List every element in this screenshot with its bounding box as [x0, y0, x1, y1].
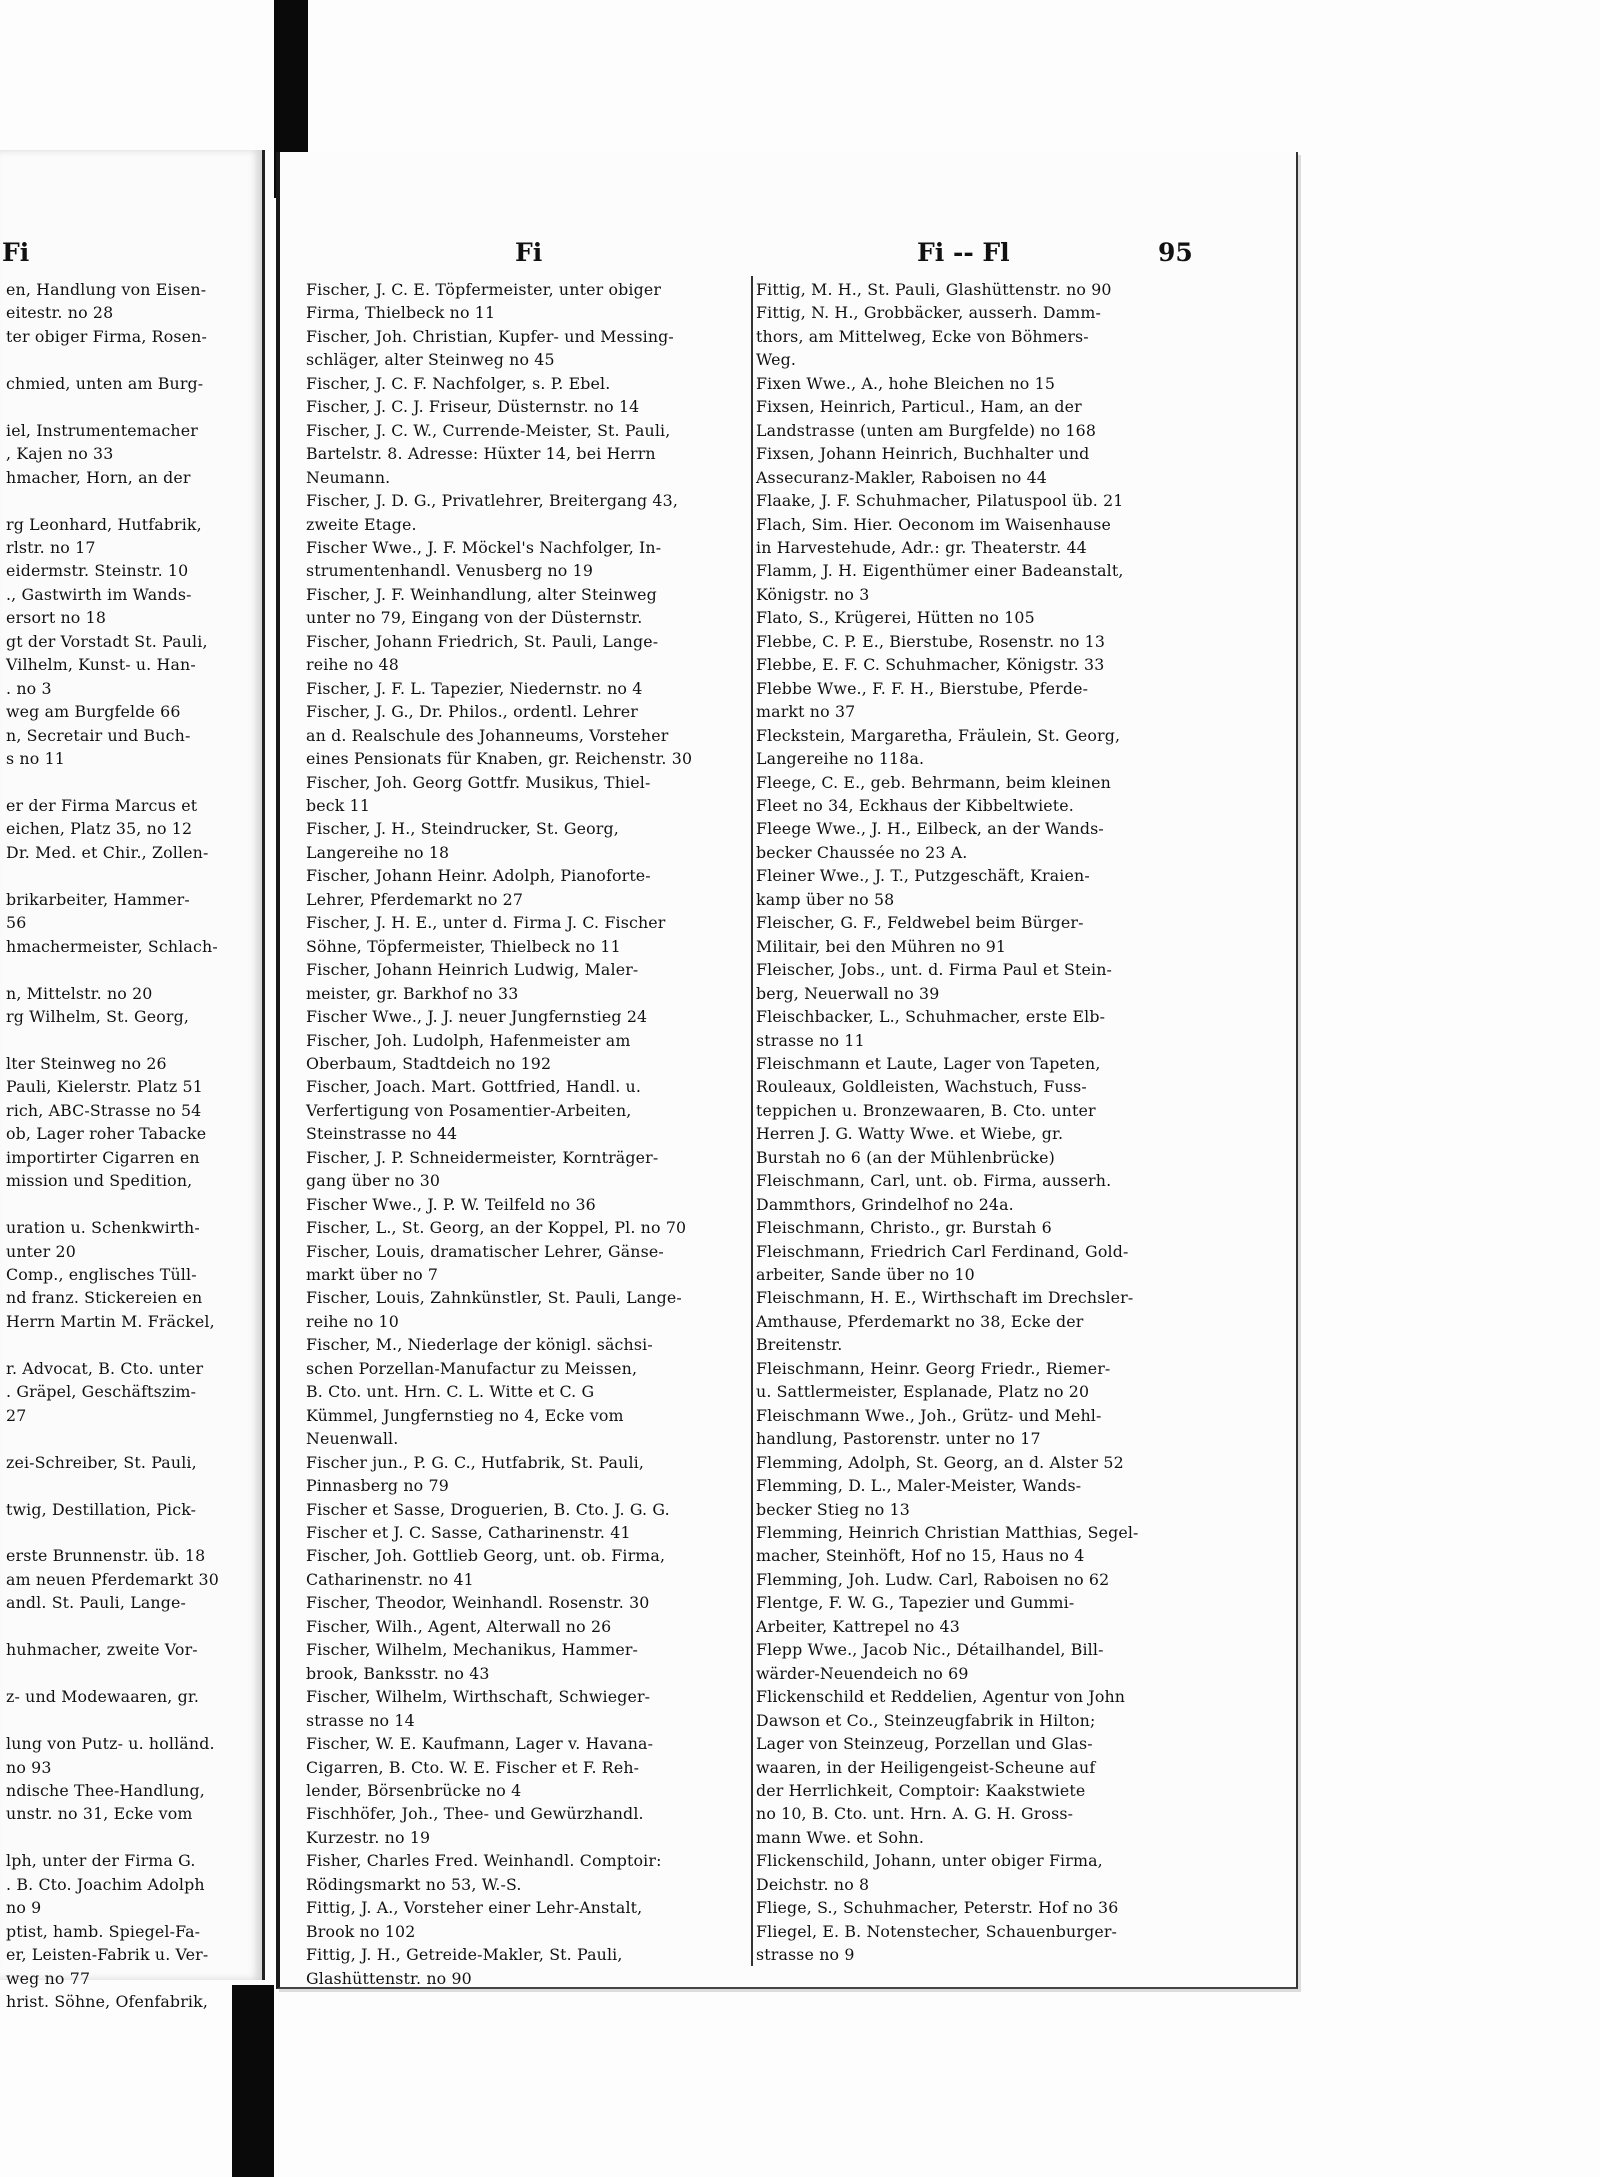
- left-page-line: [6, 1427, 258, 1450]
- left-page-line: lph, unter der Firma G.: [6, 1851, 196, 1871]
- directory-entry-line: Steinstrasse no 44: [306, 1124, 458, 1144]
- directory-entry-line: Fittig, M. H., St. Pauli, Glashüttenstr. no 90: [756, 280, 1112, 299]
- directory-entry-line: Fleckstein, Margaretha, Fräulein, St. Georg,: [756, 725, 1121, 745]
- directory-entry-line: Arbeiter, Kattrepel no 43: [756, 1616, 960, 1636]
- left-page-line: [6, 1615, 258, 1638]
- directory-entry-line: Fischer, J. C. J. Friseur, Düsternstr. no 14: [306, 397, 640, 417]
- directory-entry-line: Militair, bei den Mühren no 91: [756, 936, 1007, 956]
- directory-entry-line: Verfertigung von Posamentier-Arbeiten,: [306, 1100, 632, 1120]
- left-page-line: [6, 864, 258, 887]
- left-page-line: gt der Vorstadt St. Pauli,: [6, 631, 208, 651]
- directory-entry-line: handlung, Pastorenstr. unter no 17: [756, 1429, 1041, 1449]
- left-page-line: twig, Destillation, Pick-: [6, 1499, 197, 1519]
- directory-entry-line: Fischer, Johann Friedrich, St. Pauli, Lange-: [306, 631, 659, 651]
- left-page-line: ersort no 18: [6, 608, 107, 628]
- directory-entry-line: Fittig, N. H., Grobbäcker, ausserh. Damm-: [756, 303, 1102, 323]
- left-page-line: mission und Spedition,: [6, 1171, 193, 1191]
- directory-entry-line: Fischer, J. C. E. Töpfermeister, unter obiger: [306, 280, 662, 299]
- directory-entry-line: Fleet no 34, Eckhaus der Kibbeltwiete.: [756, 795, 1074, 815]
- directory-entry-line: Fischer, Louis, Zahnkünstler, St. Pauli, Lange-: [306, 1288, 682, 1308]
- directory-entry-line: schen Porzellan-Manufactur zu Meissen,: [306, 1358, 638, 1378]
- directory-entry-line: unter no 79, Eingang von der Düsternstr.: [306, 608, 643, 628]
- directory-entry-line: Fischer, L., St. Georg, an der Koppel, Pl. no 70: [306, 1218, 687, 1238]
- left-page-line: n, Secretair und Buch-: [6, 725, 191, 745]
- directory-entry-line: Herren J. G. Watty Wwe. et Wiebe, gr.: [756, 1124, 1064, 1144]
- directory-entry-line: arbeiter, Sande über no 10: [756, 1265, 975, 1285]
- directory-entry-line: Fischer, Joach. Mart. Gottfried, Handl. u.: [306, 1077, 642, 1097]
- directory-entry-line: der Herrlichkeit, Comptoir: Kaakstwiete: [756, 1781, 1086, 1800]
- left-page-line: n, Mittelstr. no 20: [6, 983, 153, 1003]
- left-page-line: ndische Thee-Handlung,: [6, 1781, 205, 1800]
- left-page-line: [6, 1521, 258, 1544]
- left-page-line: brikarbeiter, Hammer-: [6, 889, 190, 909]
- left-page-line: [6, 1826, 258, 1849]
- directory-entry-line: Lehrer, Pferdemarkt no 27: [306, 889, 524, 909]
- left-page-running-head: Fi: [2, 238, 30, 267]
- directory-entry-line: Fixsen, Heinrich, Particul., Ham, an der: [756, 397, 1082, 417]
- directory-entry-line: Flato, S., Krügerei, Hütten no 105: [756, 608, 1035, 628]
- directory-entry-line: Oberbaum, Stadtdeich no 192: [306, 1053, 552, 1073]
- left-page-line: rlstr. no 17: [6, 537, 96, 557]
- directory-entry-line: Flemming, D. L., Maler-Meister, Wands-: [756, 1476, 1082, 1496]
- directory-entry-line: Fischer, Joh. Ludolph, Hafenmeister am: [306, 1030, 631, 1050]
- left-page-line: ter obiger Firma, Rosen-: [6, 326, 207, 346]
- directory-entry-line: Lager von Steinzeug, Porzellan und Glas-: [756, 1734, 1093, 1754]
- directory-entry-line: Flentge, F. W. G., Tapezier und Gummi-: [756, 1593, 1075, 1613]
- directory-entry-line: Bartelstr. 8. Adresse: Hüxter 14, bei Herrn: [306, 444, 656, 464]
- left-page-line: ob, Lager roher Tabacke: [6, 1124, 207, 1144]
- left-page-line: iel, Instrumentemacher: [6, 420, 198, 440]
- left-page-line: [6, 1193, 258, 1216]
- directory-entry-line: Fleege, C. E., geb. Behrmann, beim kleinen: [756, 772, 1111, 792]
- directory-entry-line: no 10, B. Cto. unt. Hrn. A. G. H. Gross-: [756, 1804, 1074, 1824]
- directory-entry-line: Fleischer, G. F., Feldwebel beim Bürger-: [756, 913, 1084, 933]
- directory-entry-line: Fischer, Joh. Christian, Kupfer- und Messing-: [306, 326, 674, 346]
- left-page-line: Comp., englisches Tüll-: [6, 1265, 197, 1285]
- directory-entry-line: Amthause, Pferdemarkt no 38, Ecke der: [756, 1311, 1084, 1331]
- directory-entry-line: Neumann.: [306, 467, 391, 487]
- directory-entry-line: Catharinenstr. no 41: [306, 1569, 474, 1589]
- binding-ribbon-bottom: [232, 1985, 274, 2177]
- directory-entry-line: an d. Realschule des Johanneums, Vorsteher: [306, 725, 669, 745]
- directory-entry-line: Fleischmann, Friedrich Carl Ferdinand, Gold-: [756, 1241, 1129, 1261]
- directory-entry-line: Fleischmann, H. E., Wirthschaft im Drechsler-: [756, 1288, 1134, 1308]
- directory-entry-line: Fischhöfer, Joh., Thee- und Gewürzhandl.: [306, 1804, 644, 1824]
- directory-entry-line: markt über no 7: [306, 1265, 439, 1285]
- directory-entry-line: Fischer, J. G., Dr. Philos., ordentl. Lehrer: [306, 702, 638, 722]
- directory-entry-line: strasse no 14: [306, 1710, 415, 1730]
- directory-entry-line: strasse no 9: [756, 1945, 855, 1965]
- directory-entry-line: meister, gr. Barkhof no 33: [306, 983, 519, 1003]
- left-page-line: nd franz. Stickereien en: [6, 1288, 203, 1308]
- directory-entry-line: gang über no 30: [306, 1171, 441, 1191]
- left-page-line: 56: [6, 913, 27, 933]
- directory-entry-line: Fischer et J. C. Sasse, Catharinenstr. 41: [306, 1523, 631, 1543]
- left-page-line: Vilhelm, Kunst- u. Han-: [6, 655, 196, 675]
- directory-entry-line: Rouleaux, Goldleisten, Wachstuch, Fuss-: [756, 1077, 1087, 1097]
- directory-entry-line: reihe no 48: [306, 655, 399, 675]
- directory-entry-line: Kurzestr. no 19: [306, 1827, 431, 1847]
- directory-entry-line: Fittig, J. A., Vorsteher einer Lehr-Anstalt,: [306, 1898, 643, 1918]
- directory-entry-line: Fischer, J. F. Weinhandlung, alter Steinweg: [306, 584, 657, 604]
- directory-entry-line: Fleege Wwe., J. H., Eilbeck, an der Wands-: [756, 819, 1104, 839]
- directory-entry-line: Fischer, J. C. F. Nachfolger, s. P. Ebel.: [306, 373, 611, 393]
- directory-entry-line: Fleischer, Jobs., unt. d. Firma Paul et Stein-: [756, 960, 1113, 980]
- page-number: 95: [1158, 238, 1193, 267]
- directory-entry-line: Fischer Wwe., J. J. neuer Jungfernstieg 24: [306, 1007, 648, 1027]
- directory-entry-line: waaren, in der Heiligengeist-Scheune auf: [756, 1757, 1096, 1777]
- left-page-line: no 93: [6, 1757, 52, 1777]
- left-page-line: no 9: [6, 1898, 42, 1918]
- directory-entry-line: teppichen u. Bronzewaaren, B. Cto. unter: [756, 1100, 1096, 1120]
- directory-entry-line: Firma, Thielbeck no 11: [306, 303, 496, 323]
- directory-entry-line: Fischer, J. D. G., Privatlehrer, Breitergang 43,: [306, 491, 678, 511]
- left-page-line: . B. Cto. Joachim Adolph: [6, 1874, 205, 1894]
- left-page-line: chmied, unten am Burg-: [6, 373, 204, 393]
- directory-entry-line: Fischer, J. H. E., unter d. Firma J. C. Fischer: [306, 913, 666, 933]
- directory-entry-line: Fleischmann Wwe., Joh., Grütz- und Mehl-: [756, 1405, 1102, 1425]
- directory-entry-line: Fischer, Louis, dramatischer Lehrer, Gänse-: [306, 1241, 664, 1261]
- directory-entry-line: Flebbe, E. F. C. Schuhmacher, Königstr. 33: [756, 655, 1105, 675]
- directory-entry-line: Brook no 102: [306, 1921, 416, 1941]
- left-page-line: er der Firma Marcus et: [6, 795, 198, 815]
- left-page-line: [6, 1333, 258, 1356]
- directory-entry-line: Fischer, Wilhelm, Wirthschaft, Schwieger-: [306, 1687, 651, 1707]
- directory-entry-line: Landstrasse (unten am Burgfelde) no 168: [756, 420, 1097, 440]
- left-page-line: hmacher, Horn, an der: [6, 467, 191, 487]
- running-head-right: Fi -- Fl: [917, 238, 1010, 267]
- directory-entry-line: Fischer Wwe., J. P. W. Teilfeld no 36: [306, 1194, 596, 1214]
- directory-entry-line: Fischer jun., P. G. C., Hutfabrik, St. Pauli,: [306, 1452, 645, 1472]
- directory-entry-line: reihe no 10: [306, 1311, 399, 1331]
- directory-entry-line: wärder-Neuendeich no 69: [756, 1663, 969, 1683]
- directory-entry-line: Deichstr. no 8: [756, 1874, 870, 1894]
- directory-entry-line: strumentenhandl. Venusberg no 19: [306, 561, 594, 581]
- left-page-line: , Kajen no 33: [6, 444, 114, 464]
- left-page-line: Dr. Med. et Chir., Zollen-: [6, 842, 209, 862]
- directory-column-middle: [306, 278, 756, 1990]
- directory-entry-line: Königstr. no 3: [756, 584, 870, 604]
- directory-entry-line: Weg.: [756, 350, 797, 370]
- directory-entry-line: mann Wwe. et Sohn.: [756, 1827, 925, 1847]
- directory-entry-line: Fischer, Joh. Georg Gottfr. Musikus, Thiel-: [306, 772, 651, 792]
- left-page-line: andl. St. Pauli, Lange-: [6, 1593, 186, 1613]
- directory-entry-line: Fischer, M., Niederlage der königl. sächsi-: [306, 1335, 653, 1355]
- left-page-line: am neuen Pferdemarkt 30: [6, 1569, 219, 1589]
- directory-column-right: [756, 278, 1214, 1967]
- left-page-line: 27: [6, 1405, 27, 1425]
- directory-entry-line: macher, Steinhöft, Hof no 15, Haus no 4: [756, 1546, 1085, 1566]
- directory-entry-line: strasse no 11: [756, 1030, 865, 1050]
- left-page-line: [6, 1709, 258, 1732]
- directory-entry-line: Fleischbacker, L., Schuhmacher, erste Elb-: [756, 1007, 1106, 1027]
- directory-entry-line: Fischer, J. C. W., Currende-Meister, St. Pauli,: [306, 420, 671, 440]
- directory-entry-line: Flepp Wwe., Jacob Nic., Détailhandel, Bill-: [756, 1640, 1104, 1660]
- left-page-line: weg no 77: [6, 1968, 91, 1988]
- directory-entry-line: Fischer, Johann Heinr. Adolph, Pianoforte-: [306, 866, 651, 886]
- directory-entry-line: Flemming, Adolph, St. Georg, an d. Alster 52: [756, 1452, 1124, 1472]
- directory-entry-line: Burstah no 6 (an der Mühlenbrücke): [756, 1147, 1055, 1167]
- left-page-line: . Gräpel, Geschäftszim-: [6, 1382, 197, 1402]
- left-page-line: er, Leisten-Fabrik u. Ver-: [6, 1945, 209, 1965]
- left-page-line: hrist. Söhne, Ofenfabrik,: [6, 1992, 208, 2012]
- directory-entry-line: Fleischmann, Heinr. Georg Friedr., Riemer-: [756, 1358, 1111, 1378]
- directory-entry-line: Neuenwall.: [306, 1429, 399, 1449]
- directory-entry-line: berg, Neuerwall no 39: [756, 983, 940, 1003]
- directory-entry-line: Fischer, Wilhelm, Mechanikus, Hammer-: [306, 1640, 639, 1660]
- directory-entry-line: Flemming, Joh. Ludw. Carl, Raboisen no 62: [756, 1569, 1110, 1589]
- directory-entry-line: Flaake, J. F. Schuhmacher, Pilatuspool üb. 21: [756, 491, 1124, 511]
- directory-entry-line: lender, Börsenbrücke no 4: [306, 1781, 522, 1800]
- left-page-line: r. Advocat, B. Cto. unter: [6, 1358, 204, 1378]
- directory-entry-line: Flach, Sim. Hier. Oeconom im Waisenhause: [756, 514, 1112, 534]
- left-page-line: weg am Burgfelde 66: [6, 702, 181, 722]
- directory-entry-line: becker Stieg no 13: [756, 1499, 911, 1519]
- directory-entry-line: Fischer, Joh. Gottlieb Georg, unt. ob. Firma,: [306, 1546, 666, 1566]
- left-page-line: ., Gastwirth im Wands-: [6, 584, 192, 604]
- left-page-line: ptist, hamb. Spiegel-Fa-: [6, 1921, 201, 1941]
- left-page-line: z- und Modewaaren, gr.: [6, 1687, 200, 1707]
- directory-entry-line: Fischer, J. P. Schneidermeister, Kornträger-: [306, 1147, 659, 1167]
- directory-entry-line: Söhne, Töpfermeister, Thielbeck no 11: [306, 936, 621, 956]
- directory-entry-line: Fischer, J. F. L. Tapezier, Niedernstr. no 4: [306, 678, 643, 698]
- left-page-line: [6, 1029, 258, 1052]
- left-page-line: eichen, Platz 35, no 12: [6, 819, 193, 839]
- left-page-line: unstr. no 31, Ecke vom: [6, 1804, 193, 1824]
- directory-entry-line: B. Cto. unt. Hrn. C. L. Witte et C. G: [306, 1382, 595, 1402]
- directory-entry-line: Flickenschild, Johann, unter obiger Firma,: [756, 1851, 1103, 1871]
- left-page-line: hmachermeister, Schlach-: [6, 936, 218, 956]
- left-page-line: [6, 771, 258, 794]
- left-page-line: Pauli, Kielerstr. Platz 51: [6, 1077, 203, 1097]
- directory-entry-line: u. Sattlermeister, Esplanade, Platz no 20: [756, 1382, 1090, 1402]
- left-page-line: [6, 1662, 258, 1685]
- directory-entry-line: Fischer, Johann Heinrich Ludwig, Maler-: [306, 960, 639, 980]
- left-page-line: lung von Putz- u. holländ.: [6, 1734, 215, 1754]
- directory-entry-line: Fleischmann, Christo., gr. Burstah 6: [756, 1218, 1052, 1238]
- left-page-line: . no 3: [6, 678, 52, 698]
- directory-entry-line: Flickenschild et Reddelien, Agentur von John: [756, 1687, 1126, 1707]
- directory-entry-line: Langereihe no 118a.: [756, 749, 925, 769]
- directory-entry-line: Fliege, S., Schuhmacher, Peterstr. Hof no 36: [756, 1898, 1119, 1918]
- left-page-line: rich, ABC-Strasse no 54: [6, 1100, 202, 1120]
- left-page-line: uration u. Schenkwirth-: [6, 1218, 200, 1238]
- left-page-line: [6, 1474, 258, 1497]
- directory-entry-line: Fliegel, E. B. Notenstecher, Schauenburger-: [756, 1921, 1118, 1941]
- directory-entry-line: Fleiner Wwe., J. T., Putzgeschäft, Kraien-: [756, 866, 1090, 886]
- directory-entry-line: Dawson et Co., Steinzeugfabrik in Hilton;: [756, 1710, 1096, 1730]
- left-page-line: huhmacher, zweite Vor-: [6, 1640, 198, 1660]
- directory-entry-line: Fixsen, Johann Heinrich, Buchhalter und: [756, 444, 1090, 464]
- directory-entry-line: markt no 37: [756, 702, 856, 722]
- left-page-line: [6, 958, 258, 981]
- directory-entry-line: Cigarren, B. Cto. W. E. Fischer et F. Reh-: [306, 1757, 640, 1777]
- directory-entry-line: Fischer, J. H., Steindrucker, St. Georg,: [306, 819, 619, 839]
- left-page-line: erste Brunnenstr. üb. 18: [6, 1546, 206, 1566]
- directory-entry-line: Flemming, Heinrich Christian Matthias, Segel-: [756, 1523, 1139, 1543]
- left-page-line: importirter Cigarren en: [6, 1147, 200, 1167]
- directory-entry-line: Langereihe no 18: [306, 842, 450, 862]
- left-page-line: lter Steinweg no 26: [6, 1053, 167, 1073]
- directory-entry-line: Fleischmann et Laute, Lager von Tapeten,: [756, 1053, 1101, 1073]
- left-page-line: eitestr. no 28: [6, 303, 114, 323]
- directory-entry-line: kamp über no 58: [756, 889, 895, 909]
- directory-entry-line: Fischer, Theodor, Weinhandl. Rosenstr. 30: [306, 1593, 650, 1613]
- left-page-line: eidermstr. Steinstr. 10: [6, 561, 189, 581]
- directory-entry-line: Fischer, Wilh., Agent, Alterwall no 26: [306, 1616, 612, 1636]
- directory-entry-line: Glashüttenstr. no 90: [306, 1968, 472, 1988]
- left-page: [0, 150, 265, 2012]
- left-page-line: [6, 489, 258, 512]
- left-page-line: s no 11: [6, 749, 65, 769]
- left-page-line: unter 20: [6, 1241, 76, 1261]
- left-page-line: en, Handlung von Eisen-: [6, 280, 207, 299]
- column-divider: [751, 276, 753, 1966]
- directory-entry-line: Dammthors, Grindelhof no 24a.: [756, 1194, 1014, 1214]
- directory-entry-line: zweite Etage.: [306, 514, 417, 534]
- directory-entry-line: Flamm, J. H. Eigenthümer einer Badeanstalt,: [756, 561, 1124, 581]
- left-page-line: Herrn Martin M. Fräckel,: [6, 1311, 215, 1331]
- directory-entry-line: Rödingsmarkt no 53, W.-S.: [306, 1874, 522, 1894]
- directory-entry-line: Assecuranz-Makler, Raboisen no 44: [756, 467, 1047, 487]
- directory-entry-line: thors, am Mittelweg, Ecke von Böhmers-: [756, 326, 1089, 346]
- directory-entry-line: Fischer et Sasse, Droguerien, B. Cto. J. G. G.: [306, 1499, 670, 1519]
- directory-entry-line: brook, Banksstr. no 43: [306, 1663, 490, 1683]
- directory-entry-line: schläger, alter Steinweg no 45: [306, 350, 555, 370]
- directory-entry-line: Fittig, J. H., Getreide-Makler, St. Pauli,: [306, 1945, 623, 1965]
- left-page-column: [6, 278, 258, 2014]
- directory-entry-line: Fischer, W. E. Kaufmann, Lager v. Havana-: [306, 1734, 654, 1754]
- left-page-line: rg Leonhard, Hutfabrik,: [6, 514, 202, 534]
- directory-entry-line: becker Chaussée no 23 A.: [756, 842, 968, 862]
- directory-entry-line: Flebbe, C. P. E., Bierstube, Rosenstr. no 13: [756, 631, 1106, 651]
- directory-entry-line: Flebbe Wwe., F. F. H., Bierstube, Pferde-: [756, 678, 1089, 698]
- directory-entry-line: Fisher, Charles Fred. Weinhandl. Comptoir:: [306, 1851, 662, 1871]
- left-page-line: zei-Schreiber, St. Pauli,: [6, 1452, 197, 1472]
- left-page-line: [6, 395, 258, 418]
- left-page-line: [6, 348, 258, 371]
- directory-entry-line: Breitenstr.: [756, 1335, 843, 1355]
- directory-entry-line: Pinnasberg no 79: [306, 1476, 449, 1496]
- left-page-line: rg Wilhelm, St. Georg,: [6, 1007, 190, 1027]
- directory-entry-line: beck 11: [306, 795, 371, 815]
- directory-entry-line: Fischer Wwe., J. F. Möckel's Nachfolger, In-: [306, 537, 662, 557]
- directory-entry-line: Fixen Wwe., A., hohe Bleichen no 15: [756, 373, 1056, 393]
- directory-entry-line: Kümmel, Jungfernstieg no 4, Ecke vom: [306, 1405, 624, 1425]
- directory-entry-line: in Harvestehude, Adr.: gr. Theaterstr. 44: [756, 537, 1087, 557]
- directory-entry-line: Fleischmann, Carl, unt. ob. Firma, ausserh.: [756, 1171, 1112, 1191]
- directory-entry-line: eines Pensionats für Knaben, gr. Reichenstr. 30: [306, 749, 693, 769]
- running-head-center: Fi: [515, 238, 543, 267]
